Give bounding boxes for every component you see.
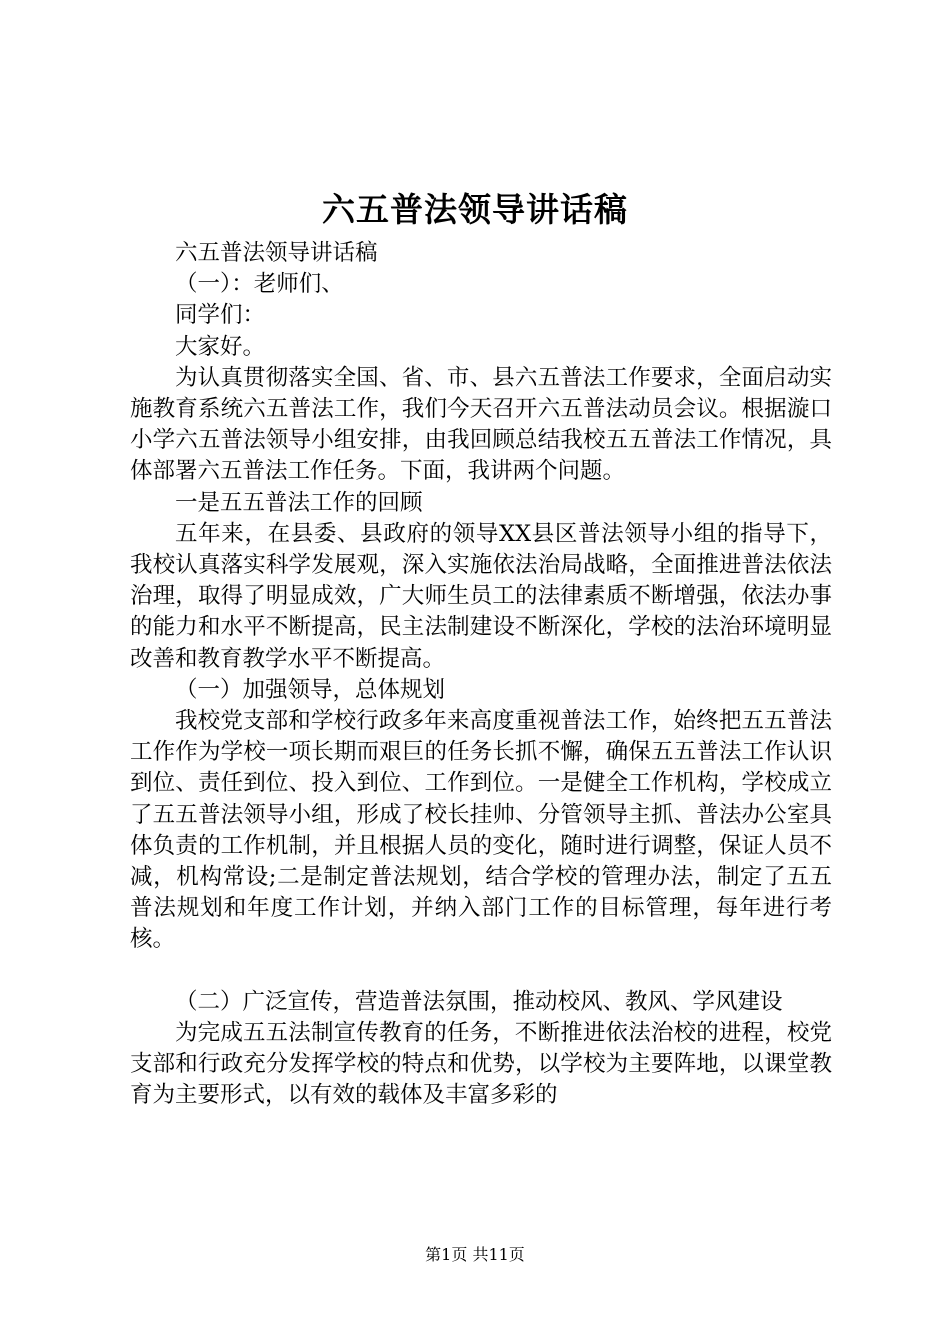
document-body	[130, 238, 832, 1111]
paragraph: 为完成五五法制宣传教育的任务，不断推进依法治校的进程，校党支部和行政充分发挥学校的特点和优势，以学校为主要阵地，以课堂教育为主要形式，以有效的载体及丰富多彩的	[130, 1019, 832, 1109]
document-title: 六五普法领导讲话稿	[322, 190, 628, 229]
page-number-footer: 第1页 共11页	[425, 1245, 525, 1264]
paragraph: 一是五五普法工作的回顾	[175, 489, 423, 516]
paragraph: 大家好。	[175, 333, 266, 360]
paragraph: （一）加强领导，总体规划	[175, 676, 446, 703]
paragraph: （一）：老师们、	[175, 271, 344, 298]
paragraph: 五年来，在县委、县政府的领导XX县区普法领导小组的指导下，我校认真落实科学发展观，深入实施依法治局战略，全面推进普法依法治理，取得了明显成效，广大师生员工的法律素质不断增强，依法办事的能力和水平不断提高，民主法制建设不断深化，学校的法治环境明显改善和教育教学水平不断提高。	[130, 520, 832, 672]
paragraph: 我校党支部和学校行政多年来高度重视普法工作，始终把五五普法工作作为学校一项长期而艰巨的任务长抓不懈，确保五五普法工作认识到位、责任到位、投入到位、工作到位。一是健全工作机构，学校成立了五五普法领导小组，形成了校长挂帅、分管领导主抓、普法办公室具体负责的工作机制，并且根据人员的变化，随时进行调整，保证人员不减，机构常设;二是制定普法规划，结合学校的管理办法，制定了五五普法规划和年度工作计划，并纳入部门工作的目标管理，每年进行考核。	[130, 708, 832, 953]
paragraph: 同学们：	[175, 302, 266, 329]
paragraph: 为认真贯彻落实全国、省、市、县六五普法工作要求，全面启动实施教育系统六五普法工作，我们今天召开六五普法动员会议。根据漩口小学六五普法领导小组安排，由我回顾总结我校五五普法工作情况，具体部署六五普法工作任务。下面，我讲两个问题。	[130, 364, 832, 485]
paragraph: （二）广泛宣传，营造普法氛围，推动校风、教风、学风建设	[175, 988, 783, 1015]
paragraph: 六五普法领导讲话稿	[175, 240, 378, 266]
